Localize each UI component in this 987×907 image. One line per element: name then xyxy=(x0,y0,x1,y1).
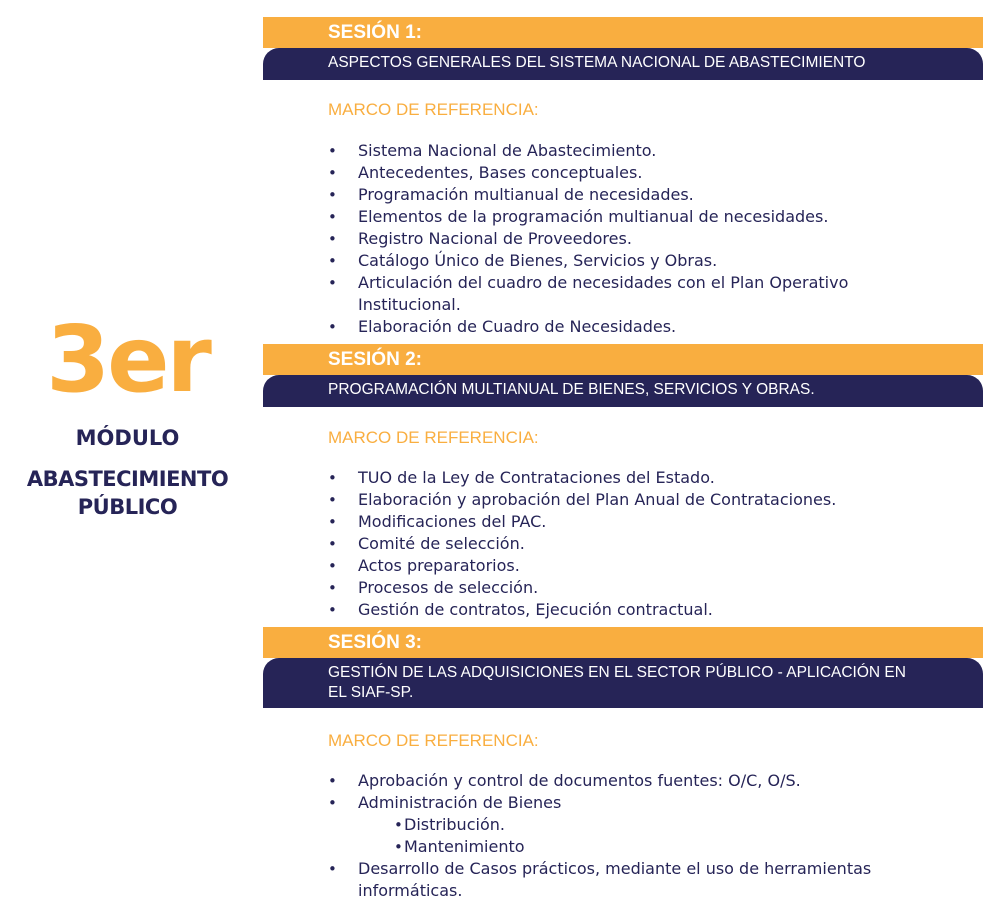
session-3-header xyxy=(263,627,983,658)
session-2-label: SESIÓN 2: xyxy=(328,349,422,370)
list-item: • Comité de selección. xyxy=(328,533,948,555)
sub-list-item: • Mantenimiento xyxy=(394,836,948,858)
list-item: • Articulación del cuadro de necesidades con el Plan Operativo Institucional. xyxy=(328,272,878,316)
list-item: • Registro Nacional de Proveedores. xyxy=(328,228,948,250)
session-1-header xyxy=(263,17,983,48)
list-item: • Modificaciones del PAC. xyxy=(328,511,948,533)
session-2-ref-label: MARCO DE REFERENCIA: xyxy=(328,428,539,447)
session-3-topics xyxy=(328,770,948,902)
sub-list-item: • Distribución. xyxy=(394,814,948,836)
list-item: • Antecedentes, Bases conceptuales. xyxy=(328,162,948,184)
list-item: • Elaboración y aprobación del Plan Anual de Contrataciones. xyxy=(328,489,948,511)
session-3-subtopics xyxy=(358,814,948,858)
list-item: • Elementos de la programación multianual de necesidades. xyxy=(328,206,948,228)
module-name-line1: ABASTECIMIENTO xyxy=(26,467,229,491)
list-item: • Programación multianual de necesidades. xyxy=(328,184,948,206)
module-label: MÓDULO xyxy=(75,426,180,450)
module-name xyxy=(0,465,255,521)
session-1-topics xyxy=(328,140,948,338)
session-3-title: GESTIÓN DE LAS ADQUISICIONES EN EL SECTOR PÚBLICO - APLICACIÓN EN EL SIAF-SP. xyxy=(263,658,983,708)
list-item: • Procesos de selección. xyxy=(328,577,948,599)
session-1-label: SESIÓN 1: xyxy=(328,22,422,43)
session-2-title: PROGRAMACIÓN MULTIANUAL DE BIENES, SERVICIOS Y OBRAS. xyxy=(263,375,983,407)
session-2-header xyxy=(263,344,983,375)
list-item-text: Administración de Bienes xyxy=(358,793,562,812)
list-item xyxy=(328,792,948,858)
module-number: 3er xyxy=(46,306,209,413)
list-item: • Catálogo Único de Bienes, Servicios y Obras. xyxy=(328,250,948,272)
session-1-ref-label: MARCO DE REFERENCIA: xyxy=(328,100,539,119)
session-1-title: ASPECTOS GENERALES DEL SISTEMA NACIONAL DE ABASTECIMIENTO xyxy=(263,48,983,80)
module-name-line2: PÚBLICO xyxy=(77,495,178,519)
list-item: • TUO de la Ley de Contrataciones del Estado. xyxy=(328,467,948,489)
session-3-ref-label: MARCO DE REFERENCIA: xyxy=(328,731,539,750)
list-item: • Elaboración de Cuadro de Necesidades. xyxy=(328,316,948,338)
session-3-label: SESIÓN 3: xyxy=(328,632,422,653)
list-item: • Desarrollo de Casos prácticos, mediante el uso de herramientas informáticas. xyxy=(328,858,898,902)
session-2-topics xyxy=(328,467,948,621)
list-item: • Aprobación y control de documentos fuentes: O/C, O/S. xyxy=(328,770,948,792)
module-panel xyxy=(0,0,255,907)
list-item: • Gestión de contratos, Ejecución contractual. xyxy=(328,599,948,621)
list-item: • Actos preparatorios. xyxy=(328,555,948,577)
list-item: • Sistema Nacional de Abastecimiento. xyxy=(328,140,948,162)
